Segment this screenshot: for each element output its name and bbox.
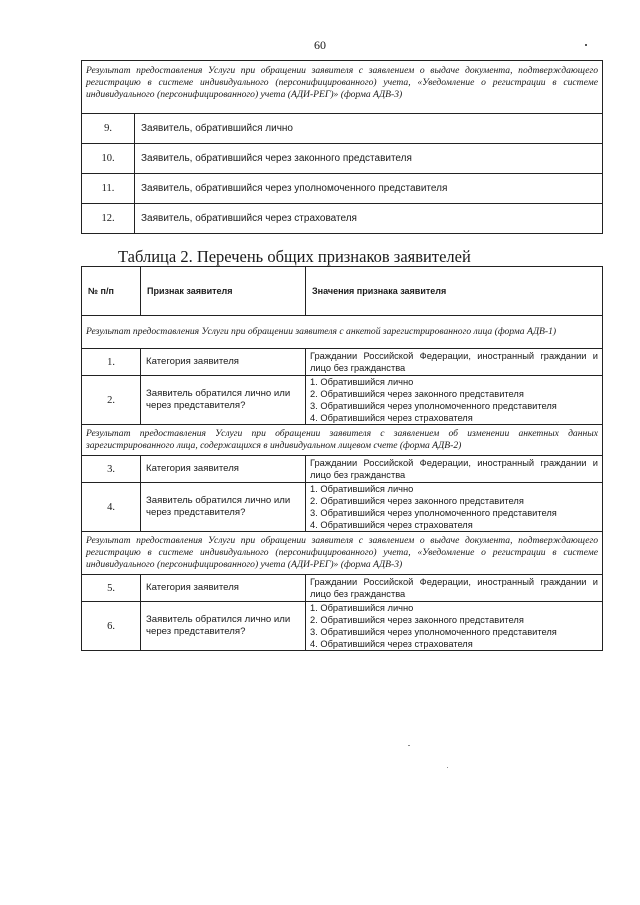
row-number: 6. bbox=[82, 602, 141, 651]
table-header-row bbox=[82, 267, 603, 316]
applicant-signs-table bbox=[81, 266, 603, 651]
row-sign: Заявитель обратился лично или через представителя? bbox=[141, 376, 306, 425]
row-value: Граждании Российской Федерации, иностранный граждании и лицо без гражданства bbox=[306, 575, 603, 602]
results-table-continued bbox=[81, 60, 603, 234]
value-item: 1. Обратившийся лично bbox=[310, 484, 414, 494]
column-header-sign: Признак заявителя bbox=[141, 267, 306, 316]
value-item: 4. Обратившийся через страхователя bbox=[310, 413, 473, 423]
value-item: 3. Обратившийся через уполномоченного представителя bbox=[310, 508, 557, 518]
table-row bbox=[82, 483, 603, 532]
table-row bbox=[82, 144, 603, 174]
row-sign: Категория заявителя bbox=[141, 456, 306, 483]
row-value: Граждании Российской Федерации, иностранный граждании и лицо без гражданства bbox=[306, 456, 603, 483]
table-row bbox=[82, 204, 603, 234]
row-sign: Категория заявителя bbox=[141, 575, 306, 602]
row-number: 11. bbox=[82, 174, 135, 204]
page-number: 60 bbox=[314, 38, 326, 52]
section-header: Результат предоставления Услуги при обращении заявителя с заявлением о выдаче документа, подтверждающего регистрацию в системе индивидуального (персонифицированного) учета, «Уведомление о регистрации в системе индивидуального (персонифицированного) учета (АДИ-РЕГ)» (форма АДВ-3) bbox=[82, 532, 603, 575]
value-item: 1. Обратившийся лично bbox=[310, 377, 414, 387]
table-row bbox=[82, 114, 603, 144]
value-item: 2. Обратившийся через законного представителя bbox=[310, 496, 524, 506]
value-item: 1. Обратившийся лично bbox=[310, 603, 414, 613]
row-number: 10. bbox=[82, 144, 135, 174]
row-value: Граждании Российской Федерации, иностранный граждании и лицо без гражданства bbox=[306, 349, 603, 376]
row-text: Заявитель, обратившийся через страхователя bbox=[135, 204, 603, 234]
value-item: 2. Обратившийся через законного представителя bbox=[310, 389, 524, 399]
row-text: Заявитель, обратившийся лично bbox=[135, 114, 603, 144]
value-item: 3. Обратившийся через уполномоченного представителя bbox=[310, 401, 557, 411]
section-row bbox=[82, 532, 603, 575]
row-number: 5. bbox=[82, 575, 141, 602]
row-text: Заявитель, обратившийся через законного представителя bbox=[135, 144, 603, 174]
table-row bbox=[82, 575, 603, 602]
scan-speck bbox=[408, 745, 410, 746]
table-row bbox=[82, 376, 603, 425]
value-item: 4. Обратившийся через страхователя bbox=[310, 639, 473, 649]
row-sign: Заявитель обратился лично или через представителя? bbox=[141, 602, 306, 651]
table-row bbox=[82, 349, 603, 376]
row-number: 9. bbox=[82, 114, 135, 144]
table2-title: Таблица 2. Перечень общих признаков заявителей bbox=[118, 247, 471, 266]
table-row bbox=[82, 602, 603, 651]
table-row bbox=[82, 456, 603, 483]
section-row bbox=[82, 316, 603, 349]
value-item: 3. Обратившийся через уполномоченного представителя bbox=[310, 627, 557, 637]
row-values bbox=[306, 602, 603, 651]
row-text: Заявитель, обратившийся через уполномоченного представителя bbox=[135, 174, 603, 204]
row-number: 4. bbox=[82, 483, 141, 532]
column-header-number: № п/п bbox=[82, 267, 141, 316]
row-number: 1. bbox=[82, 349, 141, 376]
section-row bbox=[82, 425, 603, 456]
row-number: 2. bbox=[82, 376, 141, 425]
row-sign: Категория заявителя bbox=[141, 349, 306, 376]
scan-speck bbox=[585, 44, 587, 46]
table1-section-header: Результат предоставления Услуги при обращении заявителя с заявлением о выдаче документа, подтверждающего регистрацию в системе индивидуального (персонифицированного) учета, «Уведомление о регистрации в системе индивидуального (персонифицированного) учета (АДИ-РЕГ)» (форма АДВ-3) bbox=[82, 61, 603, 114]
section-header: Результат предоставления Услуги при обращении заявителя с заявлением об изменении анкетных данных зарегистрированного лица, содержащихся в индивидуальном лицевом счете (форма АДВ-2) bbox=[82, 425, 603, 456]
scan-speck bbox=[447, 767, 448, 768]
value-item: 4. Обратившийся через страхователя bbox=[310, 520, 473, 530]
row-values bbox=[306, 376, 603, 425]
section-header: Результат предоставления Услуги при обращении заявителя с анкетой зарегистрированного лица (форма АДВ-1) bbox=[82, 316, 603, 349]
row-number: 3. bbox=[82, 456, 141, 483]
table-row bbox=[82, 174, 603, 204]
row-sign: Заявитель обратился лично или через представителя? bbox=[141, 483, 306, 532]
value-item: 2. Обратившийся через законного представителя bbox=[310, 615, 524, 625]
row-values bbox=[306, 483, 603, 532]
row-number: 12. bbox=[82, 204, 135, 234]
column-header-values: Значения признака заявителя bbox=[306, 267, 603, 316]
